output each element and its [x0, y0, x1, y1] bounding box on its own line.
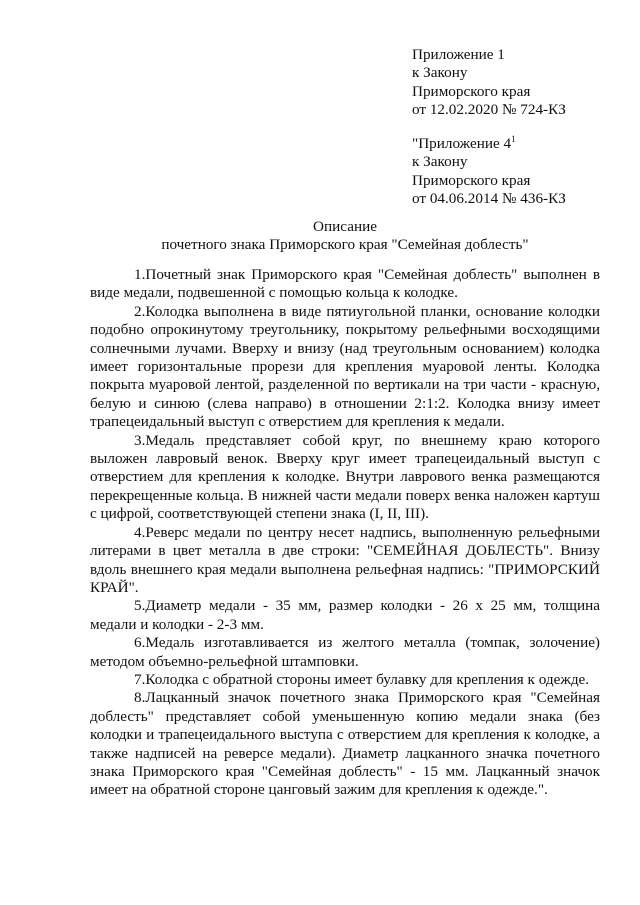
appendix-2-superscript: 1 [511, 134, 516, 144]
appendix-2-line-1 [412, 135, 627, 153]
appendix-1-header [412, 46, 627, 120]
paragraph-5: 5.Диаметр медали - 35 мм, размер колодки - 26 х 25 мм, толщина медали и колодки - 2-3 мм. [90, 597, 600, 633]
appendix-1-line-1: Приложение 1 [412, 46, 505, 63]
paragraph-6: 6.Медаль изготавливается из желтого металла (томпак, золочение) методом объемно-рельефной штамповки. [90, 634, 600, 670]
paragraph-1: 1.Почетный знак Приморского края "Семейная доблесть" выполнен в виде медали, подвешенной с помощью кольца к колодке. [90, 266, 600, 302]
paragraph-7: 7.Колодка с обратной стороны имеет булавку для крепления к одежде. [134, 670, 590, 688]
appendix-2-line-3: Приморского края [412, 171, 531, 189]
appendix-1-line-3: Приморского края [412, 82, 531, 100]
paragraph-3: 3.Медаль представляет собой круг, по внешнему краю которого выложен лавровый венок. Вверху круг имеет трапецеидальный выступ с отверстием для крепления к колодке. Внутри лаврового венка размещаются перекрещенные кольца. В нижней части медали поверх венка наложен картуш с цифрой, соответствующей степени знака (I, II, III). [90, 431, 600, 523]
document-body [90, 266, 600, 800]
title-line-1: Описание [313, 218, 377, 235]
appendix-2-line-1-text: "Приложение 4 [412, 135, 512, 152]
title-line-2: почетного знака Приморского края "Семейная доблесть" [161, 236, 529, 254]
paragraph-2: 2.Колодка выполнена в виде пятиугольной планки, основание колодки подобно опрокинутому треугольнику, покрытому рельефными восходящими солнечными лучами. Вверху и внизу (над треугольным основанием) колодка имеет горизонтальные прорези для крепления муаровой ленты. Колодка покрыта муаровой лентой, разделенной по вертикали на три части - красную, белую и синюю (слева направо) в отношении 2:1:2. Колодка внизу имеет трапецеидальный выступ с отверстием для крепления к медали. [90, 302, 600, 431]
appendix-2-line-2: к Закону [412, 153, 468, 171]
appendix-1-line-2: к Закону [412, 64, 468, 82]
appendix-2-header [412, 135, 627, 209]
document-title [90, 218, 600, 255]
appendix-1-line-4: от 12.02.2020 № 724-КЗ [412, 101, 566, 119]
appendix-2-line-4: от 04.06.2014 № 436-КЗ [412, 190, 566, 208]
paragraph-8: 8.Лацканный значок почетного знака Приморского края "Семейная доблесть" представляет собой уменьшенную копию медали знака (без колодки и трапецеидального выступа с отверстием для крепления к колодке, а также надписей на реверсе медали). Диаметр лацканного значка почетного знака Приморского края "Семейная доблесть" - 15 мм. Лацканный значок имеет на обратной стороне цанговый зажим для крепления к одежде.". [90, 689, 600, 799]
paragraph-4: 4.Реверс медали по центру несет надпись, выполненную рельефными литерами в цвет металла в две строки: "СЕМЕЙНАЯ ДОБЛЕСТЬ". Внизу вдоль внешнего края медали выполнена рельефная надпись: "ПРИМОРСКИЙ КРАЙ". [90, 523, 600, 596]
